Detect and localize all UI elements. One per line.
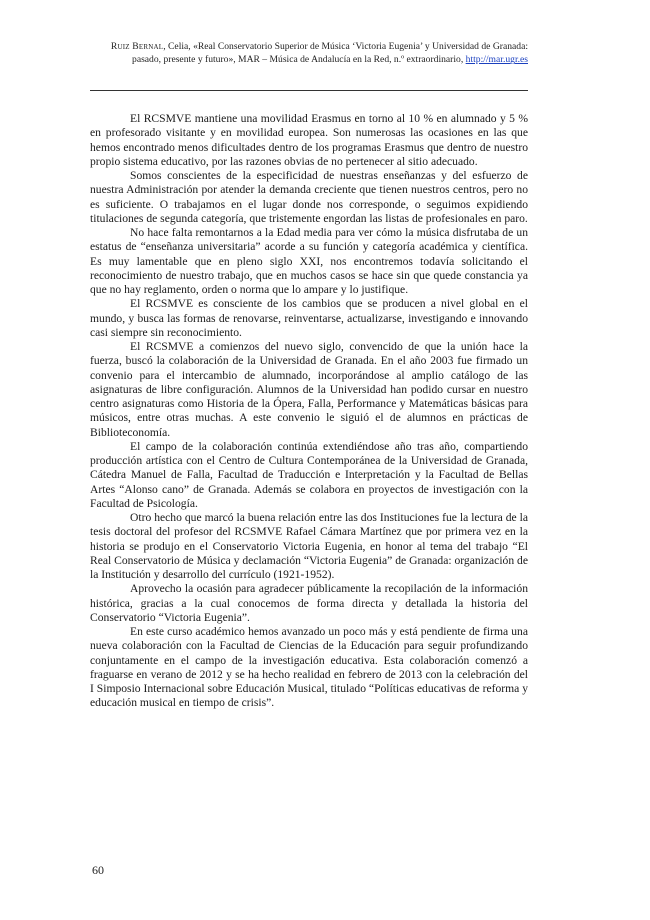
paragraph: El RCSMVE es consciente de los cambios que se producen a nivel global en el mundo, y busca las formas de renovarse, reinventarse, actualizarse, investigando e innovando casi siempre sin reconocimiento. [90, 297, 528, 339]
journal-url-link[interactable]: http://mar.ugr.es [465, 54, 528, 66]
paragraph: No hace falta remontarnos a la Edad media para ver cómo la música disfrutaba de un estatus de “enseñanza universitaria” acorde a su función y categoría académica y científica. Es muy lamentable que en pleno siglo XXI, nos encontremos todavía solicitando el reconocimiento de nuestro trabajo, que en muchos casos se hace sin que quede constancia ya que no hay reglamento, orden o norma que lo ampare y lo justifique. [90, 226, 528, 296]
paragraph: Somos conscientes de la especificidad de nuestras enseñanzas y del esfuerzo de nuestra Administración por atender la demanda creciente que tienen nuestros centros, pero no es suficiente. O trabajamos en el lugar donde nos corresponde, o seguimos expidiendo titulaciones de segunda categoría, que tristemente engordan las listas de profesionales en paro. [90, 169, 528, 225]
running-header [90, 40, 528, 67]
paragraph: Aprovecho la ocasión para agradecer públicamente la recopilación de la información histórica, gracias a la cual conocemos de forma directa y detallada la historia del Conservatorio “Victoria Eugenia”. [90, 582, 528, 624]
header-divider [90, 90, 528, 91]
paragraph: En este curso académico hemos avanzado un poco más y está pendiente de firma una nueva colaboración con la Facultad de Ciencias de la Educación para seguir profundizando conjuntamente en el campo de la investigación educativa. Esta colaboración comenzó a fraguarse en verano de 2012 y se ha hecho realidad en febrero de 2013 con la celebración del I Simposio Internacional sobre Educación Musical, titulado “Políticas educativas de reforma y educación musical en tiempo de crisis”. [90, 625, 528, 710]
paragraph: El RCSMVE mantiene una movilidad Erasmus en torno al 10 % en alumnado y 5 % en profesorado visitante y en movilidad europea. Son numerosas las ocasiones en las que hemos encontrado menos dificultades dentro de los programas Erasmus que dentro de nuestro propio sistema educativo, por las razones obvias de no pertenecer al sitio adecuado. [90, 112, 528, 168]
page-number: 60 [92, 863, 104, 877]
header-author: Ruiz Bernal [110, 41, 164, 52]
header-citation: , Celia, «Real Conservatorio Superior de Música ‘Victoria Eugenia’ y Universidad de Granada: pasado, presente y futuro», MAR – Música de Andalucía en la Red, n.º extraordinario, [132, 41, 528, 66]
paragraph: Otro hecho que marcó la buena relación entre las dos Instituciones fue la lectura de la tesis doctoral del profesor del RCSMVE Rafael Cámara Martínez que por primera vez en la historia se produjo en el Conservatorio Victoria Eugenia, en honor al tema del trabajo “El Real Conservatorio de Música y declamación “Victoria Eugenia” de Granada: organización de la Institución y desarrollo del currículo (1921-1952). [90, 511, 528, 581]
paragraph: El RCSMVE a comienzos del nuevo siglo, convencido de que la unión hace la fuerza, buscó la colaboración de la Universidad de Granada. En el año 2003 fue firmado un convenio para el intercambio de alumnado, incorporándose al amplio catálogo de las asignaturas de libre configuración. Alumnos de la Universidad han podido cursar en nuestro centro asignaturas como Historia de la Ópera, Falla, Performance y Matemáticas básicas para músicos, entre otras muchas. A este convenio le siguió el de alumnos en prácticas de Biblioteconomía. [90, 340, 528, 439]
article-body [90, 112, 528, 711]
paragraph: El campo de la colaboración continúa extendiéndose año tras año, compartiendo producción artística con el Centro de Cultura Contemporánea de la Universidad de Granada, Cátedra Manuel de Falla, Facultad de Traducción e Interpretación y la Facultad de Bellas Artes “Alonso cano” de Granada. Además se colabora en proyectos de investigación con la Facultad de Psicología. [90, 439, 528, 510]
